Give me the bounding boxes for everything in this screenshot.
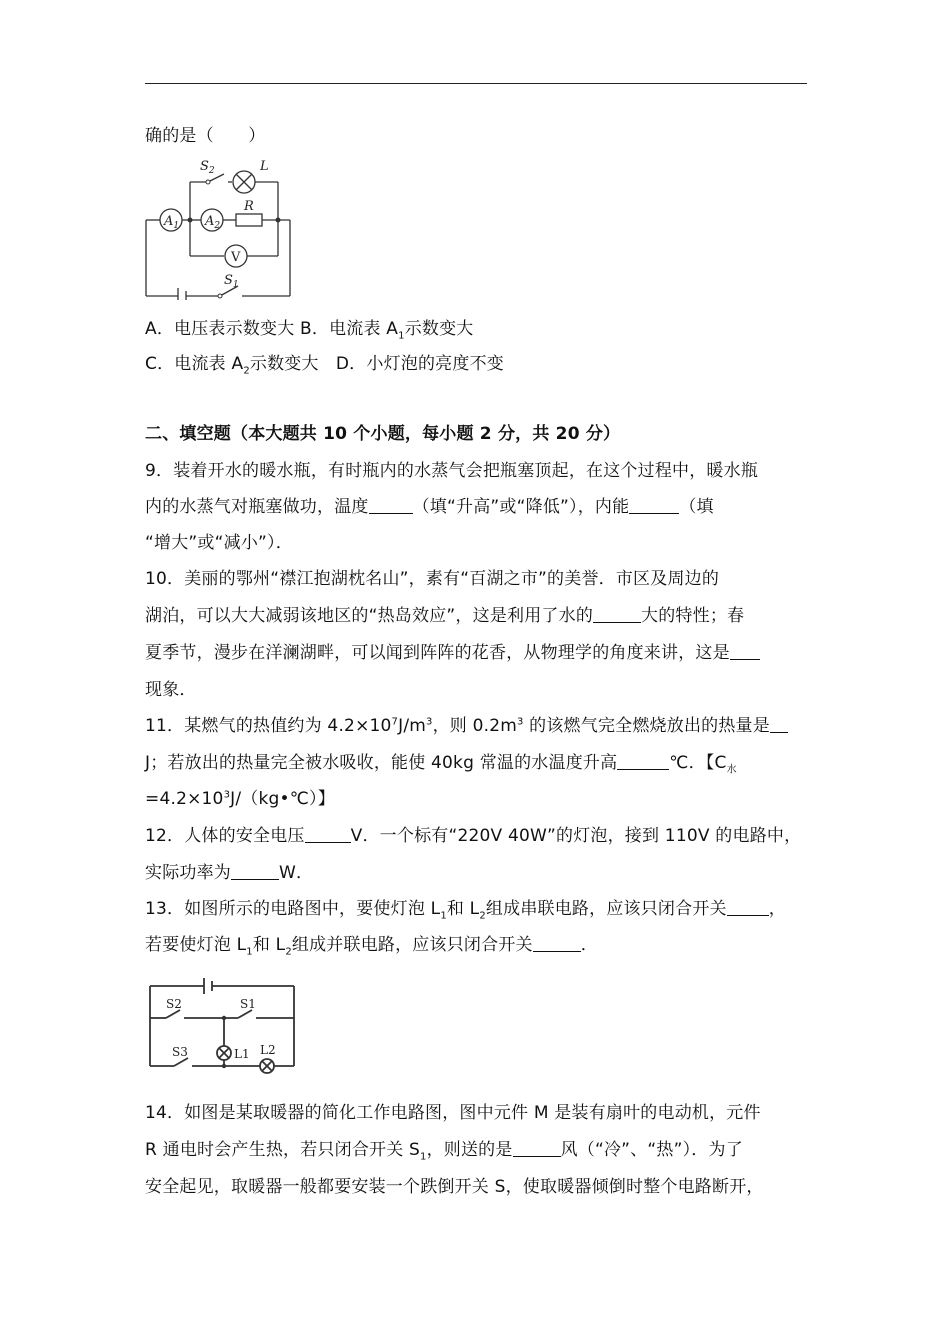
label-s1: $S_1$	[224, 273, 239, 290]
q10-line-2: 湖泊，可以大大减弱该地区的“热岛效应”，这是利用了水的 大的特性；春	[145, 606, 745, 626]
q12-line-2: 实际功率为 W．	[145, 863, 314, 883]
answer-blank[interactable]	[513, 1140, 561, 1157]
answer-blank[interactable]	[593, 606, 641, 623]
q14-line-1: 14．如图是某取暖器的简化工作电路图，图中元件 M 是装有扇叶的电动机，元件	[145, 1103, 761, 1123]
q13-line-1: 13．如图所示的电路图中，要使灯泡 $L_1$和 $L_2$组成串联电路，应该只闭合开关 ，	[145, 899, 786, 922]
label-s2: $S_2$	[200, 159, 215, 176]
label-l2: L2	[260, 1043, 276, 1057]
label-l1: L1	[234, 1047, 250, 1061]
q8-option-a-b: A．电压表示数变大 B．电流表 $A_1$示数变大	[145, 319, 474, 342]
q8-circuit-diagram	[140, 158, 300, 300]
q8-stem-end: 确的是（ ）	[145, 126, 266, 146]
q14-line-2: R 通电时会产生热，若只闭合开关 $S_1$，则送的是 风（“冷”、“热”）．为了	[145, 1140, 743, 1163]
q9-line-3: “增大”或“减小”）．	[145, 533, 293, 553]
label-v: V	[231, 250, 241, 265]
label-s1: S1	[240, 997, 256, 1011]
answer-blank[interactable]	[730, 643, 760, 660]
q8-option-c-d: C．电流表 $A_2$示数变大 D．小灯泡的亮度不变	[145, 354, 504, 377]
answer-blank[interactable]	[617, 753, 669, 770]
q13-line-2: 若要使灯泡 $L_1$和 $L_2$组成并联电路，应该只闭合开关 ．	[145, 935, 598, 958]
answer-blank[interactable]	[727, 899, 769, 916]
q11-line-3: $=4.2\times 10^3J/(kg•℃)$】	[145, 789, 335, 809]
answer-blank[interactable]	[369, 497, 413, 514]
q11-line-2: J；若放出的热量完全被水吸收，能使 40kg 常温的水温度升高 ℃．【$C_水$	[145, 753, 737, 776]
answer-blank[interactable]	[770, 716, 788, 733]
answer-blank[interactable]	[533, 935, 581, 952]
label-a1: $A_1$	[164, 214, 180, 231]
section-heading: 二、填空题（本大题共 10 个小题，每小题 2 分，共 20 分）	[145, 424, 621, 444]
label-a2: $A_2$	[205, 214, 221, 231]
answer-blank[interactable]	[629, 497, 679, 514]
q11-line-1: 11．某燃气的热值约为 $4.2\times 10^7J/m^3$，则 $0.2m^3$ 的该燃气完全燃烧放出的热量是	[145, 715, 788, 737]
label-s2: S2	[166, 997, 182, 1011]
header-rule	[145, 83, 807, 84]
q14-line-3: 安全起见，取暖器一般都要安装一个跌倒开关 S，使取暖器倾倒时整个电路断开，	[145, 1177, 764, 1197]
q10-line-1: 10．美丽的鄂州“襟江抱湖枕名山”，素有“百湖之市”的美誉．市区及周边的	[145, 569, 720, 589]
answer-blank[interactable]	[231, 863, 279, 880]
answer-blank[interactable]	[305, 826, 351, 843]
label-l: L	[260, 159, 269, 174]
q10-line-4: 现象．	[145, 680, 197, 700]
q9-line-1: 9．装着开水的暖水瓶，有时瓶内的水蒸气会把瓶塞顶起，在这个过程中，暖水瓶	[145, 461, 759, 481]
q13-circuit-diagram	[144, 970, 300, 1078]
label-s3: S3	[172, 1045, 188, 1059]
label-r: R	[244, 199, 254, 214]
q10-line-3: 夏季节，漫步在洋澜湖畔，可以闻到阵阵的花香，从物理学的角度来讲，这是	[145, 642, 760, 664]
q12-line-1: 12．人体的安全电压 V．一个标有“220V 40W”的灯泡，接到 110V 的电路中，	[145, 826, 802, 846]
q9-line-2: 内的水蒸气对瓶塞做功，温度 （填“升高”或“降低”），内能 （填	[145, 497, 714, 517]
